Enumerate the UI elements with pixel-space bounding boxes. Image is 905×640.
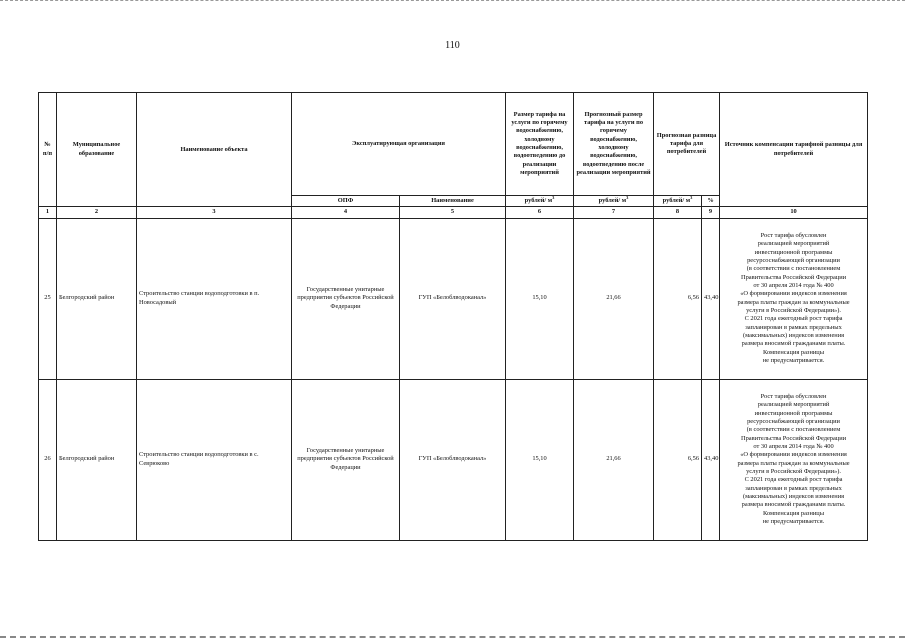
column-index-row — [39, 207, 868, 218]
column-index: 8 — [654, 207, 702, 218]
note-line: (максимальных) индексов изменения — [742, 331, 845, 339]
column-index: 1 — [39, 207, 57, 218]
note-line: услуги в Российской Федерации»). — [746, 306, 841, 314]
note-line: ресурсоснабжающей организации — [747, 418, 840, 426]
header-opf: ОПФ — [292, 196, 400, 207]
header-tariff: Размер тарифа на услуги по горячему водоснабжению, холодному водоснабжению, водоотведению до реализации мероприятий — [506, 93, 574, 196]
unit-superscript: 3 — [626, 195, 629, 200]
row-municipality: Белгородский район — [57, 218, 137, 379]
header-forecast-diff: Прогнозная разница тарифа для потребителей — [654, 93, 720, 196]
note-line: запланирован в рамках предельных — [745, 323, 842, 331]
note-line: Компенсация разницы — [763, 509, 825, 517]
row-org-name: ГУП «Белоблводоканал» — [400, 379, 506, 540]
column-index: 10 — [720, 207, 868, 218]
scan-top-edge — [0, 0, 905, 4]
header-source: Источник компенсации тарифной разницы для потребителей — [720, 93, 868, 207]
row-org-name: ГУП «Белоблводоканал» — [400, 218, 506, 379]
note-line: «О формировании индексов изменения — [740, 290, 847, 298]
table-row — [39, 218, 868, 379]
row-opf: Государственные унитарные предприятия субъектов Российской Федерации — [292, 218, 400, 379]
header-forecast-tariff: Прогнозный размер тарифа на услуги по горячему водоснабжению, холодному водоснабжению, водоотведению после реализации мероприятий — [574, 93, 654, 196]
header-operator: Эксплуатирующая организация — [292, 93, 506, 196]
note-line: размера вносимой гражданами платы. — [741, 501, 846, 509]
row-opf: Государственные унитарные предприятия субъектов Российской Федерации — [292, 379, 400, 540]
row-diff-pct: 43,40 — [702, 218, 720, 379]
row-tariff: 15,10 — [506, 379, 574, 540]
note-line: инвестиционной программы — [754, 248, 833, 256]
unit-text: рублей/ м — [662, 197, 691, 204]
note-line: Рост тарифа обусловлен — [760, 393, 827, 401]
note-line: Компенсация разницы — [763, 348, 825, 356]
note-line: ресурсоснабжающей организации — [747, 257, 840, 265]
row-forecast-tariff: 21,66 — [574, 218, 654, 379]
note-line: не предусматривается. — [762, 356, 825, 364]
row-diff-rub: 6,56 — [654, 379, 702, 540]
note-line: (в соответствии с постановлением — [746, 426, 841, 434]
scan-bottom-edge — [0, 633, 905, 638]
column-index: 9 — [702, 207, 720, 218]
unit-text: рублей/ м — [598, 197, 627, 204]
note-line: Рост тарифа обусловлен — [760, 232, 827, 240]
header-unit-pct: % — [702, 196, 720, 207]
unit-superscript: 3 — [690, 195, 693, 200]
header-object: Наименование объекта — [137, 93, 292, 207]
note-line: «О формировании индексов изменения — [740, 451, 847, 459]
note-line: размера платы граждан за коммунальные — [737, 459, 850, 467]
note-line: С 2021 года ежегодный рост тарифа — [744, 476, 843, 484]
note-line: (максимальных) индексов изменения — [742, 492, 845, 500]
note-line: реализацией мероприятий — [757, 401, 830, 409]
column-index: 3 — [137, 207, 292, 218]
page-number: 110 — [445, 40, 460, 51]
row-diff-pct: 43,40 — [702, 379, 720, 540]
header-org-name: Наименование — [400, 196, 506, 207]
row-diff-rub: 6,56 — [654, 218, 702, 379]
note-line: услуги в Российской Федерации»). — [746, 467, 841, 475]
note-line: не предусматривается. — [762, 517, 825, 525]
note-line: запланирован в рамках предельных — [745, 484, 842, 492]
row-municipality: Белгородский район — [57, 379, 137, 540]
row-tariff: 15,10 — [506, 218, 574, 379]
note-line: С 2021 года ежегодный рост тарифа — [744, 315, 843, 323]
row-object: Строительство станции водоподготовки в п. Новосадовый — [137, 218, 292, 379]
note-line: от 30 апреля 2014 года № 400 — [753, 443, 834, 450]
header-num: № п/п — [39, 93, 57, 207]
tariff-table — [38, 92, 868, 541]
row-source-note — [720, 379, 868, 540]
column-index: 2 — [57, 207, 137, 218]
note-line: реализацией мероприятий — [757, 240, 830, 248]
note-line: Правительства Российской Федерации — [740, 434, 847, 442]
row-num: 25 — [39, 218, 57, 379]
note-line: Правительства Российской Федерации — [740, 273, 847, 281]
column-index: 4 — [292, 207, 400, 218]
column-index: 7 — [574, 207, 654, 218]
table-row — [39, 379, 868, 540]
note-line: размера вносимой гражданами платы. — [741, 340, 846, 348]
column-index: 5 — [400, 207, 506, 218]
note-line: (в соответствии с постановлением — [746, 265, 841, 273]
note-line: от 30 апреля 2014 года № 400 — [753, 282, 834, 289]
header-unit-diff — [654, 196, 702, 207]
note-line: размера платы граждан за коммунальные — [737, 298, 850, 306]
note-line: инвестиционной программы — [754, 409, 833, 417]
header-municipality: Муниципальное образование — [57, 93, 137, 207]
row-source-note — [720, 218, 868, 379]
row-forecast-tariff: 21,66 — [574, 379, 654, 540]
header-unit-tariff — [506, 196, 574, 207]
row-num: 26 — [39, 379, 57, 540]
row-object: Строительство станции водоподготовки в с. Севрюково — [137, 379, 292, 540]
header-unit-forecast — [574, 196, 654, 207]
column-index: 6 — [506, 207, 574, 218]
unit-text: рублей/ м — [524, 197, 553, 204]
unit-superscript: 3 — [552, 195, 555, 200]
